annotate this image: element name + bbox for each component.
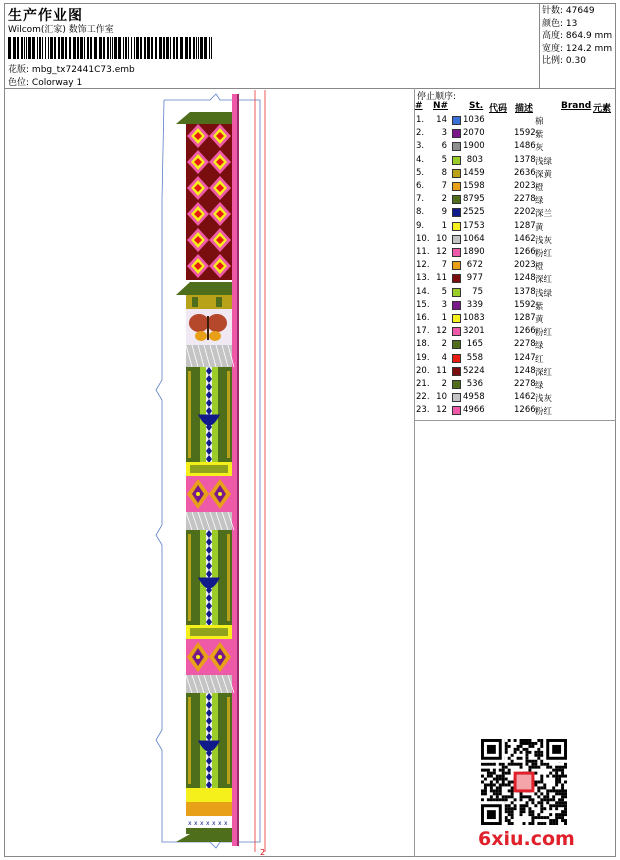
row-num: 12. <box>416 260 430 271</box>
svg-text:x: x <box>188 820 192 827</box>
row-needle: 12 <box>436 405 447 416</box>
col-desc: 描述 <box>515 104 534 114</box>
row-needle: 5 <box>441 286 447 297</box>
row-num: 13. <box>416 273 430 284</box>
color-swatch <box>452 182 461 191</box>
col-num: # <box>415 101 423 111</box>
row-code: 2023 <box>514 181 536 191</box>
color-swatch <box>452 406 461 415</box>
row-desc: 红 <box>535 354 544 365</box>
row-num: 8. <box>416 207 425 218</box>
row-code: 1462 <box>514 392 536 403</box>
table-row <box>416 273 616 286</box>
colorway-label: 色位: <box>8 78 30 88</box>
table-row <box>416 339 616 352</box>
row-desc: 浅绿 <box>535 288 553 299</box>
table-row <box>416 221 616 234</box>
row-desc: 深红 <box>535 367 553 378</box>
table-row <box>416 392 616 405</box>
row-num: 16. <box>416 313 430 323</box>
row-desc: 橙 <box>535 183 544 193</box>
row-desc: 黄 <box>535 315 544 325</box>
svg-text:x: x <box>218 820 222 827</box>
row-code: 1266 <box>514 326 536 337</box>
color-swatch <box>452 169 461 178</box>
svg-text:x: x <box>212 820 216 827</box>
table-row <box>416 207 616 220</box>
row-num: 4. <box>416 154 425 165</box>
row-needle: 2 <box>441 339 447 350</box>
barcode <box>8 37 212 59</box>
header-divider <box>4 88 616 89</box>
row-desc: 粉红 <box>535 328 553 339</box>
color-swatch <box>452 129 461 138</box>
row-num: 21. <box>416 379 430 389</box>
row-desc: 绿 <box>535 341 544 352</box>
table-row <box>416 260 616 273</box>
color-swatch <box>452 248 461 257</box>
row-code: 1592 <box>514 128 536 139</box>
row-stitches: 558 <box>466 352 483 363</box>
row-desc: 紫 <box>535 301 544 312</box>
row-stitches: 672 <box>466 260 483 271</box>
color-swatch <box>452 142 461 151</box>
color-swatch <box>452 195 461 204</box>
row-desc: 绿 <box>535 381 544 391</box>
row-code: 2278 <box>514 339 536 350</box>
row-stitches: 1036 <box>463 115 485 125</box>
stat-height: 高度: 864.9 mm <box>542 31 613 42</box>
row-num: 19. <box>416 352 430 363</box>
row-desc: 粉红 <box>535 407 553 418</box>
row-needle: 3 <box>441 299 447 310</box>
row-stitches: 1900 <box>463 141 485 152</box>
ruler-label: 2 <box>260 848 266 857</box>
row-num: 9. <box>416 220 425 231</box>
table-row <box>416 326 616 339</box>
color-swatch <box>452 301 461 310</box>
table-row <box>416 300 616 313</box>
color-swatch <box>452 235 461 244</box>
row-desc: 棉 <box>535 117 544 127</box>
stat-stitches: 针数: 47649 <box>542 6 595 16</box>
row-stitches: 977 <box>466 273 483 284</box>
table-row <box>416 141 616 154</box>
row-stitches: 1598 <box>463 181 485 191</box>
color-swatch <box>452 261 461 270</box>
col-code: 代码 <box>489 104 508 114</box>
row-code: 1592 <box>514 299 536 310</box>
row-stitches: 1890 <box>463 247 485 257</box>
colorway-line <box>8 75 82 88</box>
color-swatch <box>452 393 461 402</box>
company-name: Wilcom(汇家) 数饰工作室 <box>8 25 114 35</box>
row-needle: 11 <box>436 365 447 376</box>
row-code: 1378 <box>514 286 536 297</box>
row-code: 1266 <box>514 247 536 257</box>
row-stitches: 3201 <box>463 326 485 337</box>
table-row <box>416 194 616 207</box>
col-needle: N# <box>433 101 449 111</box>
row-code: 2023 <box>514 260 536 271</box>
row-code: 2202 <box>514 207 536 218</box>
row-needle: 1 <box>441 220 447 231</box>
row-needle: 2 <box>441 194 447 205</box>
color-swatch <box>452 274 461 283</box>
table-row <box>416 128 616 141</box>
row-stitches: 536 <box>466 379 483 389</box>
row-desc: 浅灰 <box>535 235 553 246</box>
table-row <box>416 287 616 300</box>
row-code: 2636 <box>514 167 536 178</box>
design-name: mbg_tx72441C73.emb <box>31 65 135 75</box>
row-stitches: 2070 <box>463 128 485 139</box>
row-code: 1287 <box>514 313 536 323</box>
row-code: 1486 <box>514 141 536 152</box>
table-row <box>416 313 616 326</box>
row-num: 11. <box>416 247 430 257</box>
table-row <box>416 379 616 392</box>
row-num: 1. <box>416 115 425 125</box>
row-num: 22. <box>416 392 430 403</box>
svg-text:x: x <box>206 820 210 827</box>
row-desc: 橙 <box>535 262 544 273</box>
color-swatch <box>452 354 461 363</box>
row-desc: 深兰 <box>535 209 553 220</box>
row-code: 2278 <box>514 379 536 389</box>
row-num: 15. <box>416 299 430 310</box>
row-code: 1266 <box>514 405 536 416</box>
row-desc: 灰 <box>535 143 544 154</box>
row-needle: 6 <box>441 141 447 152</box>
row-needle: 9 <box>441 207 447 218</box>
col-element: 元素 <box>593 104 612 114</box>
table-row <box>416 234 616 247</box>
color-swatch <box>452 314 461 323</box>
qr-code <box>481 739 567 825</box>
color-swatch <box>452 208 461 217</box>
svg-text:x: x <box>194 820 198 827</box>
table-row <box>416 366 616 379</box>
color-swatch <box>452 367 461 376</box>
col-brand: Brand <box>561 101 592 111</box>
row-needle: 1 <box>441 313 447 323</box>
embroidery-design-preview <box>150 90 270 852</box>
row-desc: 紫 <box>535 130 544 141</box>
row-desc: 浅灰 <box>535 394 553 405</box>
row-needle: 5 <box>441 154 447 165</box>
row-num: 2. <box>416 128 425 139</box>
col-stitches: St. <box>469 101 484 111</box>
colorway-value: Colorway 1 <box>31 78 83 88</box>
row-needle: 7 <box>441 260 447 271</box>
row-stitches: 4966 <box>463 405 485 416</box>
svg-text:x: x <box>224 820 228 827</box>
design-label: 花版: <box>8 65 30 75</box>
row-stitches: 165 <box>466 339 483 350</box>
row-num: 20. <box>416 365 430 376</box>
row-needle: 8 <box>441 167 447 178</box>
row-num: 6. <box>416 181 425 191</box>
table-row <box>416 168 616 181</box>
watermark-logo: 6xiu.com <box>478 828 575 850</box>
stat-colors: 颜色: 13 <box>542 18 578 29</box>
color-swatch <box>452 380 461 389</box>
table-row <box>416 353 616 366</box>
color-swatch <box>452 222 461 231</box>
svg-text:x: x <box>200 820 204 827</box>
color-swatch <box>452 116 461 125</box>
row-num: 23. <box>416 405 430 416</box>
table-bottom-divider <box>414 420 616 421</box>
row-needle: 3 <box>441 128 447 139</box>
color-swatch <box>452 156 461 165</box>
row-code: 1378 <box>514 154 536 165</box>
row-num: 7. <box>416 194 425 205</box>
row-needle: 12 <box>436 326 447 337</box>
row-code: 1248 <box>514 365 536 376</box>
stat-scale: 比例: 0.30 <box>542 56 586 67</box>
row-code: 2278 <box>514 194 536 205</box>
row-needle: 10 <box>436 233 447 244</box>
row-num: 14. <box>416 286 430 297</box>
color-swatch <box>452 327 461 336</box>
table-row <box>416 247 616 260</box>
table-row <box>416 155 616 168</box>
row-desc: 深红 <box>535 275 553 286</box>
row-code: 1462 <box>514 233 536 244</box>
row-desc: 浅绿 <box>535 156 553 167</box>
page-title: 生产作业图 <box>8 8 83 24</box>
row-stitches: 1083 <box>463 313 485 323</box>
table-row <box>416 181 616 194</box>
row-needle: 11 <box>436 273 447 284</box>
stat-width: 宽度: 124.2 mm <box>542 43 613 54</box>
color-swatch <box>452 288 461 297</box>
row-needle: 12 <box>436 247 447 257</box>
row-stitches: 8795 <box>463 194 485 205</box>
design-stats <box>542 5 612 68</box>
row-needle: 10 <box>436 392 447 403</box>
row-stitches: 803 <box>466 154 483 165</box>
row-stitches: 75 <box>472 286 483 297</box>
row-stitches: 1459 <box>463 167 485 178</box>
row-needle: 14 <box>436 115 447 125</box>
row-desc: 黄 <box>535 222 544 233</box>
color-swatch <box>452 340 461 349</box>
row-stitches: 1753 <box>463 220 485 231</box>
row-num: 10. <box>416 233 430 244</box>
row-stitches: 339 <box>466 299 483 310</box>
row-needle: 7 <box>441 181 447 191</box>
row-code: 1287 <box>514 220 536 231</box>
row-stitches: 4958 <box>463 392 485 403</box>
row-desc: 粉红 <box>535 249 553 259</box>
row-num: 18. <box>416 339 430 350</box>
row-needle: 2 <box>441 379 447 389</box>
row-num: 5. <box>416 167 425 178</box>
panel-divider <box>414 88 415 857</box>
row-stitches: 5224 <box>463 365 485 376</box>
row-code: 1248 <box>514 273 536 284</box>
design-name-line <box>8 62 135 75</box>
row-num: 17. <box>416 326 430 337</box>
table-row <box>416 115 616 128</box>
row-stitches: 1064 <box>463 233 485 244</box>
row-num: 3. <box>416 141 425 152</box>
stop-sequence-title: 停止顺序: <box>417 92 457 102</box>
row-desc: 绿 <box>535 196 544 207</box>
row-code: 1247 <box>514 352 536 363</box>
row-needle: 4 <box>441 352 447 363</box>
row-desc: 深黄 <box>535 169 553 180</box>
table-row <box>416 405 616 418</box>
row-stitches: 2525 <box>463 207 485 218</box>
